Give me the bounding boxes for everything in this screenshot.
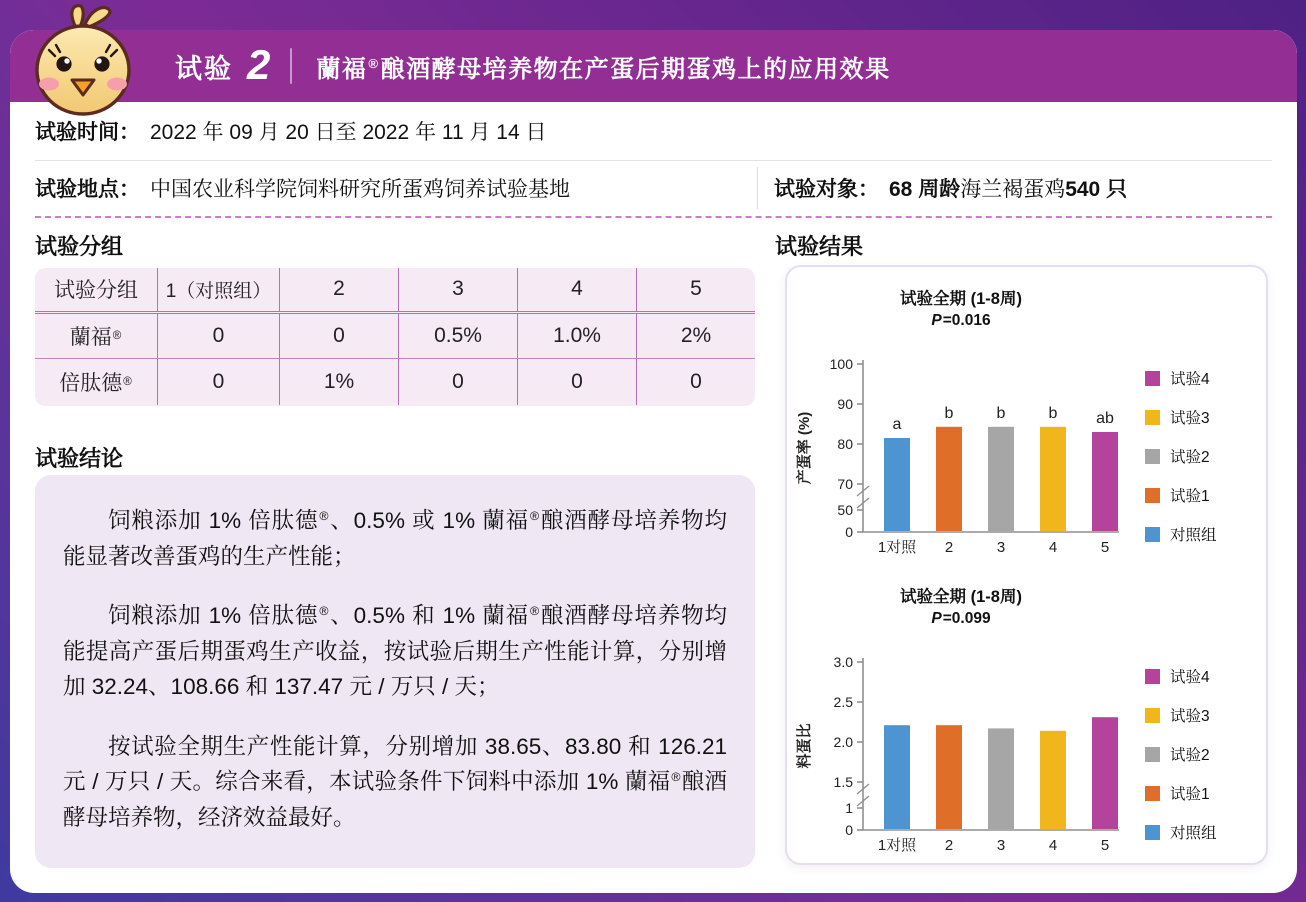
dashed-separator [35, 216, 1272, 218]
bar [884, 438, 910, 531]
feed-egg-ratio-plot [793, 634, 1129, 872]
egg-production-plot [793, 336, 1129, 574]
table-row [35, 268, 755, 314]
table-cell: 3 [399, 268, 518, 311]
legend-swatch [1145, 786, 1160, 801]
svg-text:1对照: 1对照 [877, 539, 917, 556]
chart-title: 试验全期 (1-8周) [900, 588, 1022, 606]
legend-item [1145, 367, 1217, 389]
svg-text:产蛋率 (%): 产蛋率 (%) [796, 411, 813, 485]
table-cell: 试验分组 [35, 268, 158, 311]
subject-label: 试验对象： [774, 177, 879, 201]
svg-text:4: 4 [1048, 539, 1058, 556]
chart-legend [1145, 367, 1217, 545]
legend-swatch [1145, 449, 1160, 464]
site-value: 中国农业科学院饲料研究所蛋鸡饲养试验基地 [150, 177, 570, 201]
table-row [35, 314, 755, 360]
svg-text:2: 2 [944, 837, 954, 854]
chart-legend [1145, 665, 1217, 843]
bar [988, 728, 1014, 829]
legend-swatch [1145, 527, 1160, 542]
legend-label: 试验1 [1170, 488, 1210, 505]
legend-label: 试验2 [1170, 449, 1210, 466]
svg-text:3: 3 [996, 539, 1006, 556]
conclusion-box [35, 475, 755, 868]
conclusion-section-title: 试验结论 [35, 446, 124, 471]
results-section-title: 试验结果 [775, 234, 864, 259]
table-cell: 2% [680, 323, 712, 347]
legend-label: 试验4 [1170, 371, 1210, 388]
conclusion-paragraph: 饲粮添加 1% 倍肽德®、0.5% 和 1% 蘭福®酿酒酵母培养物均能提高产蛋后期蛋鸡生产收益，按试验后期生产性能计算，分别增加 32.24、108.66 和 137.47 元 / 万只 / 天； [63, 603, 727, 700]
p-symbol: P [931, 610, 942, 627]
page-title: 蘭福®酿酒酵母培养物在产蛋后期蛋鸡上的应用效果 [316, 55, 891, 83]
svg-text:90: 90 [837, 396, 853, 412]
subject-breed: 海兰褐蛋鸡 [960, 177, 1066, 201]
legend-label: 试验3 [1170, 708, 1210, 725]
legend-item [1145, 665, 1217, 687]
legend-item [1145, 406, 1217, 428]
legend-item [1145, 821, 1217, 843]
grouping-table [35, 268, 755, 406]
legend-label: 对照组 [1170, 527, 1217, 544]
subject-age: 68 周龄 [889, 177, 961, 201]
bar [936, 725, 962, 829]
table-cell: 0 [158, 359, 280, 405]
chick-mascot-icon [28, 2, 138, 120]
legend-item [1145, 782, 1217, 804]
svg-text:0: 0 [845, 524, 853, 540]
svg-text:1: 1 [845, 800, 853, 816]
grouping-section-title: 试验分组 [35, 234, 124, 259]
table-row [35, 359, 755, 405]
p-value: =0.099 [942, 610, 991, 627]
legend-item [1145, 743, 1217, 765]
legend-label: 试验1 [1170, 786, 1210, 803]
svg-text:5: 5 [1100, 837, 1110, 854]
legend-swatch [1145, 488, 1160, 503]
legend-swatch [1145, 747, 1160, 762]
svg-text:70: 70 [837, 476, 853, 492]
table-cell: 5 [690, 277, 702, 301]
svg-text:2: 2 [944, 539, 954, 556]
content-card [10, 30, 1297, 893]
table-cell: 0 [399, 359, 518, 405]
table-cell: 1（对照组） [158, 268, 280, 311]
legend-label: 对照组 [1170, 825, 1217, 842]
svg-text:3.0: 3.0 [833, 654, 853, 670]
site-label: 试验地点： [35, 177, 140, 201]
legend-swatch [1145, 410, 1160, 425]
svg-text:1.5: 1.5 [833, 774, 853, 790]
legend-swatch [1145, 371, 1160, 386]
legend-swatch [1145, 825, 1160, 840]
legend-label: 试验3 [1170, 410, 1210, 427]
svg-text:料蛋比: 料蛋比 [796, 723, 813, 769]
svg-text:80: 80 [837, 436, 853, 452]
bar [1092, 432, 1118, 531]
feed-egg-ratio-chart [787, 565, 1266, 863]
time-value: 2022 年 09 月 20 日至 2022 年 11 月 14 日 [150, 121, 547, 144]
subject-count: 540 只 [1065, 177, 1128, 201]
svg-text:100: 100 [829, 356, 853, 372]
legend-item [1145, 484, 1217, 506]
experiment-badge-label: 试验 [175, 53, 233, 84]
bar [988, 427, 1014, 531]
bar [1040, 731, 1066, 829]
table-cell: 0 [518, 359, 637, 405]
legend-swatch [1145, 669, 1160, 684]
table-cell: 4 [518, 268, 637, 311]
legend-item [1145, 523, 1217, 545]
conclusion-paragraph: 按试验全期生产性能计算，分别增加 38.65、83.80 和 126.21 元 / 万只 / 天。综合来看，本试验条件下饲料中添加 1% 蘭福®酿酒酵母培养物，经济效益最好。 [63, 733, 727, 830]
svg-text:1对照: 1对照 [877, 837, 917, 854]
table-cell: 1.0% [518, 314, 637, 359]
site-section [35, 167, 758, 209]
bar [884, 725, 910, 829]
bar [1092, 717, 1118, 829]
experiment-site-row [35, 160, 1272, 215]
time-label: 试验时间： [35, 121, 140, 144]
bar [1040, 427, 1066, 531]
svg-text:3: 3 [996, 837, 1006, 854]
header-divider [290, 48, 292, 84]
header-bar [10, 30, 1297, 102]
p-value: =0.016 [942, 312, 991, 329]
p-symbol: P [931, 312, 942, 329]
svg-text:a: a [892, 416, 902, 433]
table-cell: 0 [690, 369, 702, 393]
feed-egg-ratio-plot-column [793, 569, 1129, 872]
results-chart-card [785, 265, 1268, 865]
svg-text:2.5: 2.5 [833, 694, 853, 710]
svg-text:0: 0 [845, 822, 853, 838]
svg-text:ab: ab [1096, 410, 1114, 427]
conclusion-paragraph: 饲粮添加 1% 倍肽德®、0.5% 或 1% 蘭福®酿酒酵母培养物均能显著改善蛋鸡的生产性能； [63, 508, 727, 569]
bar [936, 427, 962, 531]
table-cell: 蘭福 ® [35, 314, 158, 359]
egg-production-plot-column [793, 271, 1129, 574]
chart-subtitle [931, 312, 990, 330]
table-cell: 0 [280, 314, 399, 359]
legend-swatch [1145, 708, 1160, 723]
legend-item [1145, 445, 1217, 467]
legend-item [1145, 704, 1217, 726]
legend-label: 试验4 [1170, 669, 1210, 686]
chart-subtitle [931, 610, 990, 628]
table-cell: 倍肽德 ® [35, 359, 158, 405]
experiment-number: 2 [247, 41, 271, 88]
table-cell: 1% [280, 359, 399, 405]
subject-section [758, 173, 1127, 203]
table-cell: 0 [158, 314, 280, 359]
egg-production-chart [787, 267, 1266, 565]
svg-text:4: 4 [1048, 837, 1058, 854]
svg-text:2.0: 2.0 [833, 734, 853, 750]
table-cell: 2 [280, 268, 399, 311]
chart-title: 试验全期 (1-8周) [900, 290, 1022, 308]
svg-text:b: b [944, 404, 954, 422]
legend-label: 试验2 [1170, 747, 1210, 764]
svg-text:b: b [996, 404, 1006, 422]
svg-text:50: 50 [837, 502, 853, 518]
experiment-time-row [35, 102, 1272, 161]
svg-text:5: 5 [1100, 539, 1110, 556]
svg-text:b: b [1048, 404, 1058, 422]
table-cell: 0.5% [399, 314, 518, 359]
